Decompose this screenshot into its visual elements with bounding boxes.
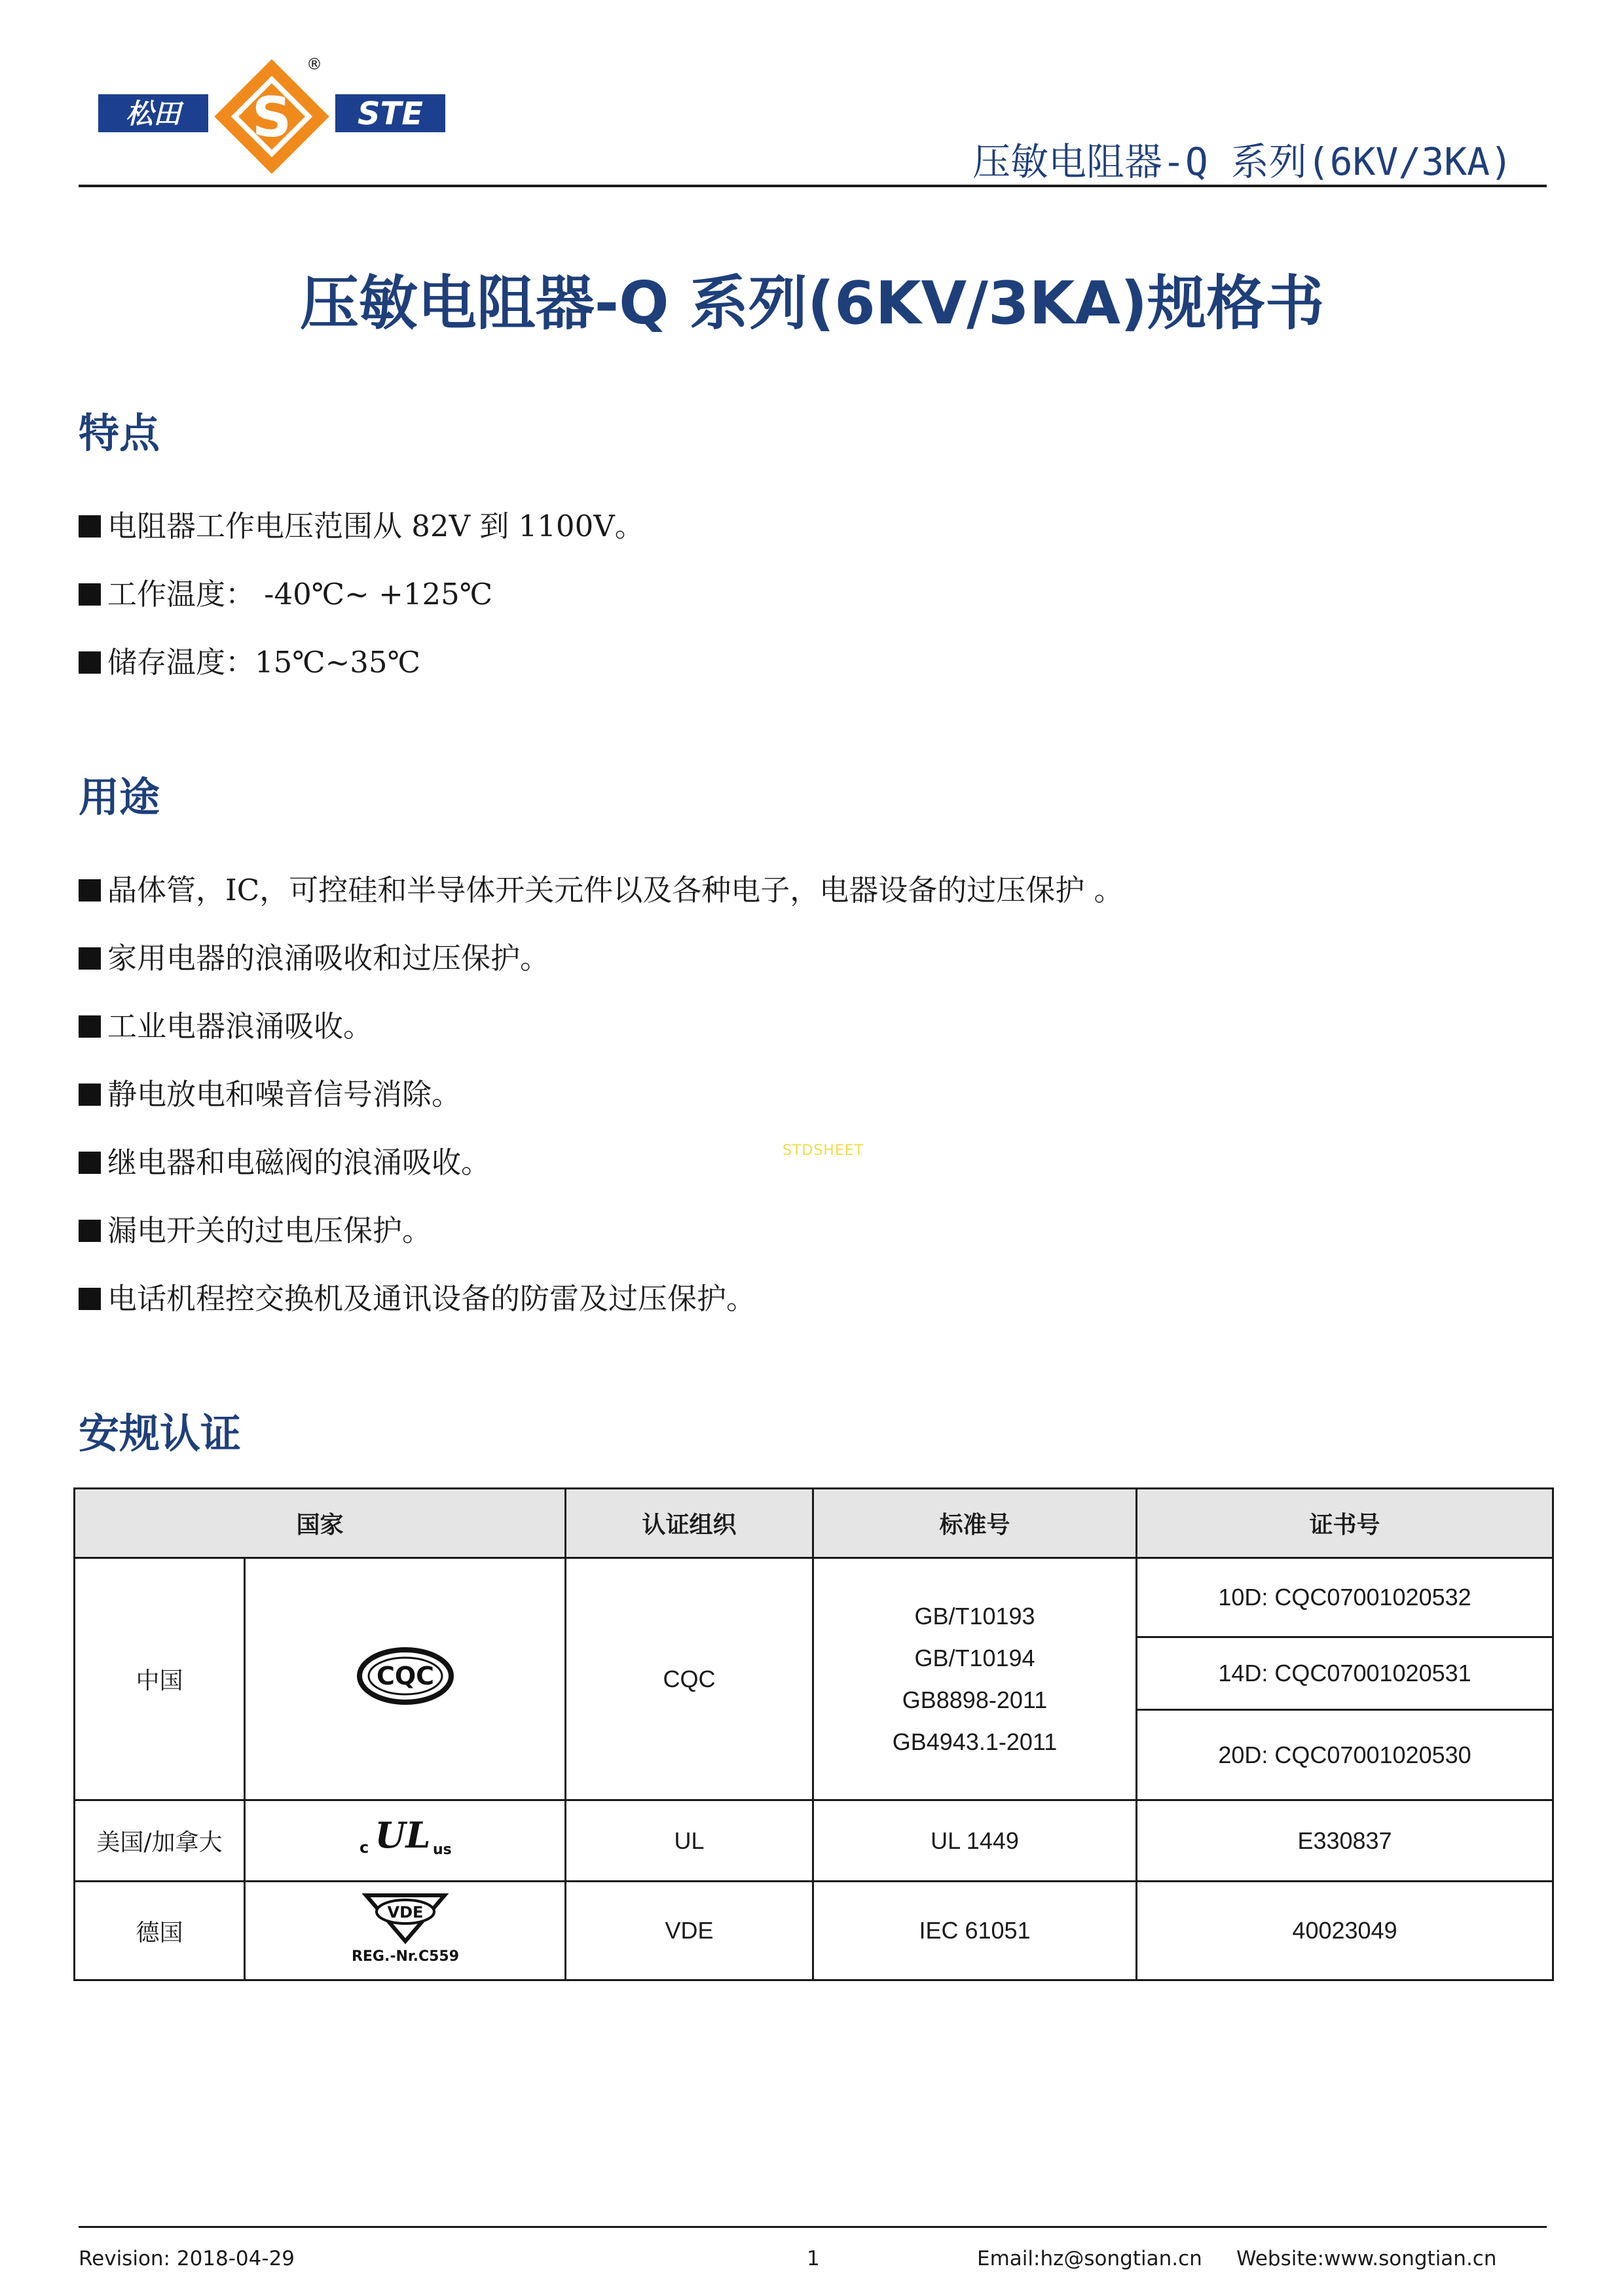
certificate-cell: 20D: CQC07001020530 bbox=[1137, 1710, 1553, 1800]
header-title: 压敏电阻器-Q 系列(6KV/3KA) bbox=[972, 139, 1513, 184]
table-row-china bbox=[75, 1558, 1553, 1637]
features-heading: 特点 bbox=[79, 409, 160, 457]
svg-text:CQC: CQC bbox=[376, 1662, 434, 1691]
cqc-mark-cell bbox=[245, 1558, 566, 1800]
column-header-standard: 标准号 bbox=[813, 1489, 1137, 1558]
org-cell: VDE bbox=[566, 1882, 813, 1980]
list-item: 工业电器浪涌吸收。 bbox=[79, 993, 1124, 1061]
vde-mark-icon bbox=[333, 1889, 477, 1967]
svg-text:VDE: VDE bbox=[387, 1903, 423, 1922]
list-item: 晶体管，IC，可控硅和半导体开关元件以及各种电子，电器设备的过压保护 。 bbox=[79, 856, 1124, 924]
column-header-organization: 认证组织 bbox=[566, 1489, 813, 1558]
table-row-germany bbox=[75, 1882, 1553, 1980]
list-item: 工作温度： -40℃~ +125℃ bbox=[79, 560, 644, 629]
usage-list bbox=[79, 856, 1124, 1333]
list-item: 静电放电和噪音信号消除。 bbox=[79, 1061, 1124, 1129]
table-header-row bbox=[75, 1489, 1553, 1558]
certificate-cell: 40023049 bbox=[1137, 1882, 1553, 1980]
website-link[interactable]: Website:www.songtian.cn bbox=[1236, 2247, 1497, 2270]
column-header-country: 国家 bbox=[75, 1489, 566, 1558]
column-header-certificate: 证书号 bbox=[1137, 1489, 1553, 1558]
svg-text:us: us bbox=[432, 1842, 452, 1859]
svg-text:UL: UL bbox=[374, 1815, 431, 1857]
list-item: 家用电器的浪涌吸收和过压保护。 bbox=[79, 924, 1124, 993]
logo-text-left: 松田 bbox=[125, 98, 181, 130]
bullet-square-icon bbox=[79, 1015, 101, 1038]
bullet-square-icon bbox=[79, 515, 101, 538]
page-number: 1 bbox=[807, 2247, 820, 2270]
table-row-usa bbox=[75, 1800, 1553, 1881]
company-logo bbox=[98, 58, 445, 175]
vde-mark-cell bbox=[245, 1882, 566, 1980]
list-item: 储存温度：15℃~35℃ bbox=[79, 629, 644, 697]
certification-heading: 安规认证 bbox=[79, 1410, 242, 1457]
list-item: 继电器和电磁阀的浪涌吸收。 bbox=[79, 1129, 1124, 1197]
ul-mark-icon bbox=[353, 1815, 458, 1861]
standard-cell: UL 1449 bbox=[813, 1800, 1137, 1881]
standard-item: GB/T10194 bbox=[914, 1644, 1035, 1671]
svg-text:REG.-Nr.C559: REG.-Nr.C559 bbox=[351, 1948, 459, 1965]
country-cell: 中国 bbox=[75, 1558, 245, 1800]
bullet-square-icon bbox=[79, 1288, 101, 1310]
bullet-square-icon bbox=[79, 651, 101, 674]
org-cell: CQC bbox=[566, 1558, 813, 1800]
revision-date: Revision: 2018-04-29 bbox=[79, 2247, 295, 2270]
list-item: 电阻器工作电压范围从 82V 到 1100V。 bbox=[79, 492, 644, 560]
registered-mark: ® bbox=[306, 58, 322, 73]
document-title: 压敏电阻器-Q 系列(6KV/3KA)规格书 bbox=[299, 269, 1325, 338]
bullet-square-icon bbox=[79, 947, 101, 970]
logo-letter: S bbox=[251, 85, 292, 149]
ul-mark-cell bbox=[245, 1800, 566, 1881]
cqc-mark-icon bbox=[356, 1647, 454, 1705]
org-cell: UL bbox=[566, 1800, 813, 1881]
standard-cell: IEC 61051 bbox=[813, 1882, 1137, 1980]
certificate-cell: E330837 bbox=[1137, 1800, 1553, 1881]
list-item: 电话机程控交换机及通讯设备的防雷及过压保护。 bbox=[79, 1265, 1124, 1333]
email-link[interactable]: Email:hz@songtian.cn bbox=[977, 2247, 1202, 2270]
footer-divider bbox=[79, 2226, 1547, 2228]
bullet-square-icon bbox=[79, 879, 101, 902]
certificate-cell: 14D: CQC07001020531 bbox=[1137, 1637, 1553, 1709]
certificate-cell: 10D: CQC07001020532 bbox=[1137, 1558, 1553, 1637]
features-list bbox=[79, 492, 644, 697]
standard-item: GB8898-2011 bbox=[902, 1686, 1048, 1713]
list-item: 漏电开关的过电压保护。 bbox=[79, 1197, 1124, 1265]
bullet-square-icon bbox=[79, 583, 101, 606]
bullet-square-icon bbox=[79, 1084, 101, 1106]
standard-item: GB/T10193 bbox=[914, 1602, 1035, 1630]
standard-item: GB4943.1-2011 bbox=[892, 1728, 1058, 1755]
country-cell: 德国 bbox=[75, 1882, 245, 1980]
svg-text:c: c bbox=[359, 1838, 369, 1857]
usage-heading: 用途 bbox=[79, 773, 160, 821]
certification-table bbox=[73, 1487, 1554, 1981]
country-cell: 美国/加拿大 bbox=[75, 1800, 245, 1881]
logo-text-right: STE bbox=[357, 96, 424, 132]
standards-cell bbox=[813, 1558, 1137, 1800]
bullet-square-icon bbox=[79, 1220, 101, 1242]
header-divider bbox=[79, 185, 1547, 187]
bullet-square-icon bbox=[79, 1152, 101, 1174]
watermark: STDSHEET bbox=[783, 1142, 864, 1159]
